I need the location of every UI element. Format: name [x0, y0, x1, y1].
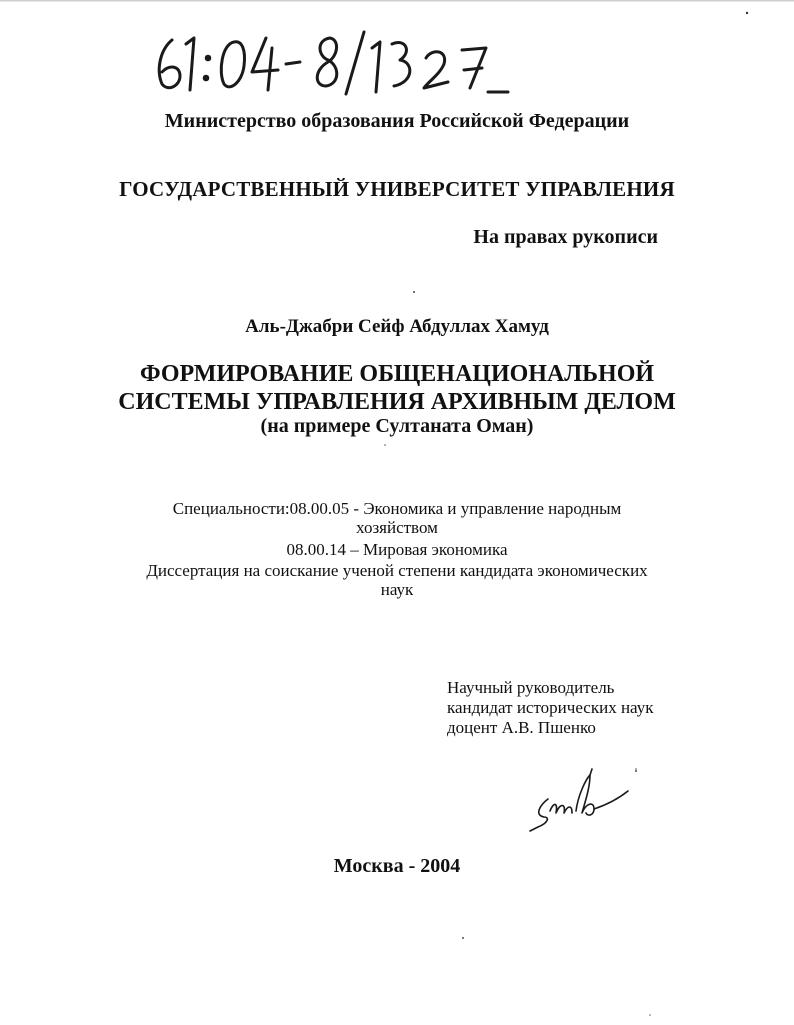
signature [520, 765, 650, 835]
dissertation-degree-line2: наук [380, 580, 414, 599]
dissertation-degree-line1: Диссертация на соискание ученой степени кандидата экономических [146, 561, 648, 580]
university-name: ГОСУДАРСТВЕННЫЙ УНИВЕРСИТЕТ УПРАВЛЕНИЯ [119, 177, 675, 201]
advisor-degree: кандидат исторических наук [447, 698, 654, 717]
manuscript-rights-note: На правах рукописи [473, 226, 658, 248]
dissertation-subtitle: (на примере Султаната Оман) [260, 415, 534, 437]
archive-number-handwritten [150, 26, 530, 96]
dissertation-title-line2: СИСТЕМЫ УПРАВЛЕНИЯ АРХИВНЫМ ДЕЛОМ [118, 389, 676, 415]
specialties-line2: хозяйством [356, 518, 438, 537]
specialties-line3: 08.00.14 – Мировая экономика [286, 540, 508, 559]
advisor-role: Научный руководитель [447, 678, 615, 697]
dissertation-title-line1: ФОРМИРОВАНИЕ ОБЩЕНАЦИОНАЛЬНОЙ [139, 361, 655, 387]
city-and-year: Москва - 2004 [333, 855, 461, 877]
advisor-name: доцент А.В. Пшенко [447, 718, 596, 737]
specialties-line1: Специальности:08.00.05 - Экономика и управление народным [172, 499, 622, 518]
ministry-name: Министерство образования Российской Федерации [164, 110, 630, 132]
author-name: Аль-Джабри Сейф Абдуллах Хамуд [245, 316, 549, 337]
scan-top-edge [0, 0, 794, 2]
